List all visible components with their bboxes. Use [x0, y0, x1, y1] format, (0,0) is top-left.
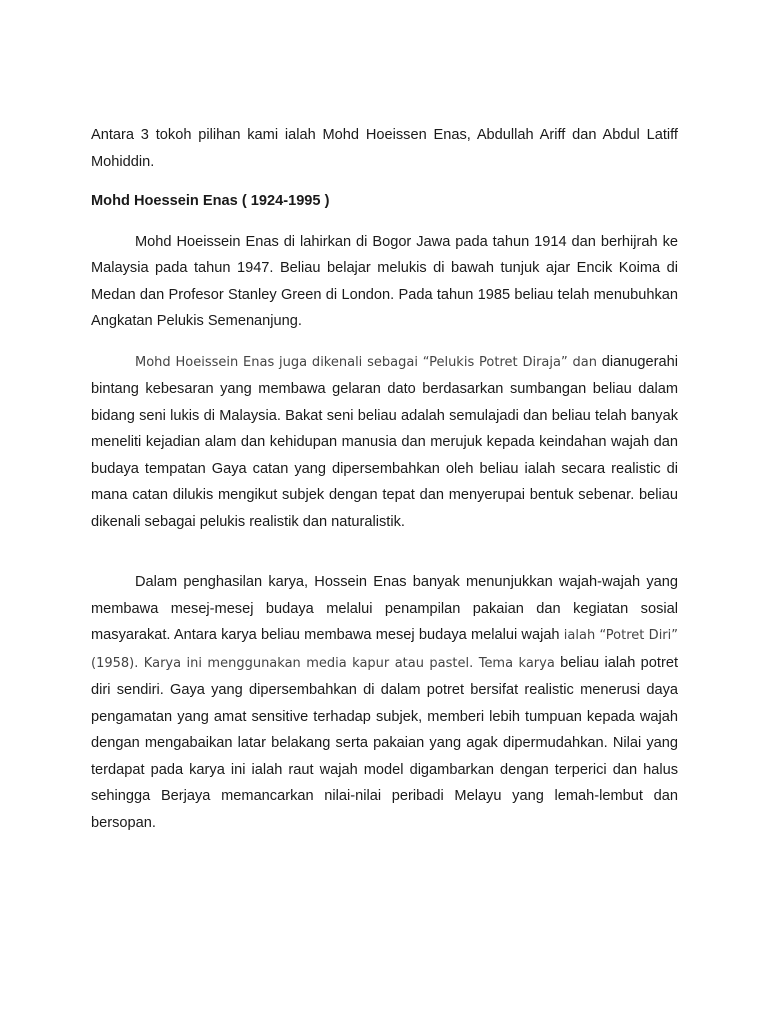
paragraph-works-opening: Dalam penghasilan karya, Hossein Enas banyak menunjukkan wajah-wajah yang membawa mesej-mesej budaya melalui penampilan pakaian dan kegiatan sosial masyarakat. Antara karya beliau membawa mesej budaya melalui wajah	[91, 574, 678, 643]
document-body	[91, 122, 678, 836]
paragraph-recognition-opening: Mohd Hoeissein Enas juga dikenali sebagai “Pelukis Potret Diraja” dan	[135, 354, 597, 370]
section-heading: Mohd Hoessein Enas ( 1924-1995 )	[91, 193, 330, 209]
paragraph-recognition-body: dianugerahi bintang kebesaran yang membawa gelaran dato berdasarkan sumbangan beliau dalam bidang seni lukis di Malaysia. Bakat seni beliau adalah semulajadi dan beliau telah banyak meneliti kejadian alam dan kehidupan manusia dan merujuk kepada keindahan wajah dan budaya tempatan Gaya catan yang dipersembahkan oleh beliau ialah secara realistic di mana catan dilukis mengikut subjek dengan tepat dan menyerupai bentuk sebenar. beliau dikenali sebagai pelukis realistik dan naturalistik.	[91, 353, 678, 530]
paragraph-works	[91, 569, 678, 836]
paragraph-works-artwork-title: ialah “Potret Diri” (1958). Karya ini menggunakan media kapur atau pastel. Tema karya	[91, 628, 679, 671]
paragraph-works-body: beliau ialah potret diri sendiri. Gaya yang dipersembahkan di dalam potret bersifat realistic menerusi daya pengamatan yang amat sensitive terhadap subjek, memberi lebih tumpuan kepada wajah dengan mengabaikan latar belakang serta pakaian yang agak dipermudahkan. Nilai yang terdapat pada karya ini ialah raut wajah model digambarkan dengan terperici dan halus sehingga Berjaya memancarkan nilai-nilai peribadi Melayu yang lemah-lembut dan bersopan.	[91, 654, 679, 831]
intro-paragraph: Antara 3 tokoh pilihan kami ialah Mohd Hoeissen Enas, Abdullah Ariff dan Abdul Latiff Mohiddin.	[91, 127, 678, 170]
paragraph-biography: Mohd Hoeissein Enas di lahirkan di Bogor Jawa pada tahun 1914 dan berhijrah ke Malaysia pada tahun 1947. Beliau belajar melukis di bawah tunjuk ajar Encik Koima di Medan dan Profesor Stanley Green di London. Pada tahun 1985 beliau telah menubuhkan Angkatan Pelukis Semenanjung.	[91, 233, 678, 329]
paragraph-recognition	[91, 349, 678, 536]
